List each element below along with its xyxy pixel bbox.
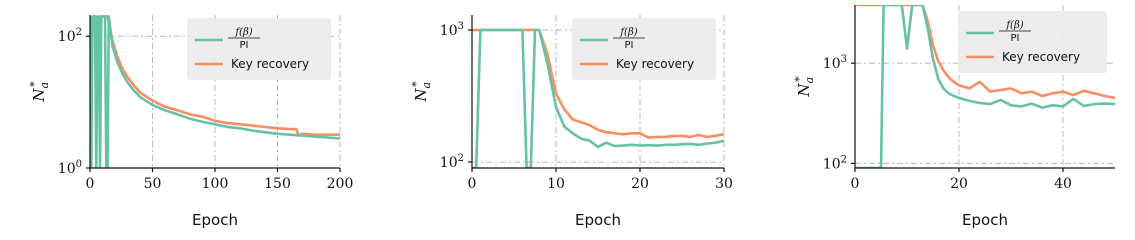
legend-label-fpi-denominator: PI xyxy=(624,40,634,51)
x-tick-label: 100 xyxy=(201,176,229,192)
legend-label-key-recovery: Key recovery xyxy=(616,57,695,71)
x-tick-label: 20 xyxy=(950,176,968,192)
x-tick-label: 0 xyxy=(467,176,477,192)
x-tick-label: 200 xyxy=(326,176,354,192)
y-tick-label: $10^2$ xyxy=(822,154,847,173)
y-tick-label: $10^3$ xyxy=(439,21,464,40)
chart-panel-3 xyxy=(793,5,1115,229)
legend-label-fpi-denominator: PI xyxy=(1010,33,1020,44)
legend-label-fpi-numerator: f(β) xyxy=(620,27,638,38)
x-axis-label: Epoch xyxy=(962,211,1008,229)
x-tick-label: 40 xyxy=(1054,176,1072,192)
chart-panel-1 xyxy=(28,15,353,229)
x-tick-label: 150 xyxy=(264,176,291,192)
y-axis-label: $N_a*$ xyxy=(793,76,816,97)
x-tick-label: 20 xyxy=(631,176,649,192)
x-axis-label: Epoch xyxy=(575,211,621,229)
x-tick-label: 30 xyxy=(715,176,733,192)
x-tick-label: 50 xyxy=(143,176,162,192)
legend-label-key-recovery: Key recovery xyxy=(1002,50,1081,64)
y-axis-label: $N_a*$ xyxy=(410,81,433,102)
legend-label-fpi-numerator: f(β) xyxy=(235,27,253,38)
x-tick-label: 0 xyxy=(850,176,860,192)
y-tick-label: $10^3$ xyxy=(822,54,847,73)
x-tick-label: 0 xyxy=(85,176,95,192)
legend xyxy=(572,18,716,80)
chart-panel-2 xyxy=(410,15,733,229)
legend-label-fpi-numerator: f(β) xyxy=(1006,20,1024,31)
y-axis-label: $N_a*$ xyxy=(28,81,51,102)
x-axis-label: Epoch xyxy=(192,211,238,229)
legend xyxy=(958,11,1107,73)
legend-label-fpi-denominator: PI xyxy=(239,40,249,51)
y-tick-label: $10^0$ xyxy=(57,159,82,177)
x-tick-label: 10 xyxy=(547,176,565,192)
y-tick-label: $10^2$ xyxy=(439,152,464,171)
y-tick-label: $10^2$ xyxy=(57,27,82,46)
legend xyxy=(187,18,331,80)
legend-label-key-recovery: Key recovery xyxy=(231,57,310,71)
